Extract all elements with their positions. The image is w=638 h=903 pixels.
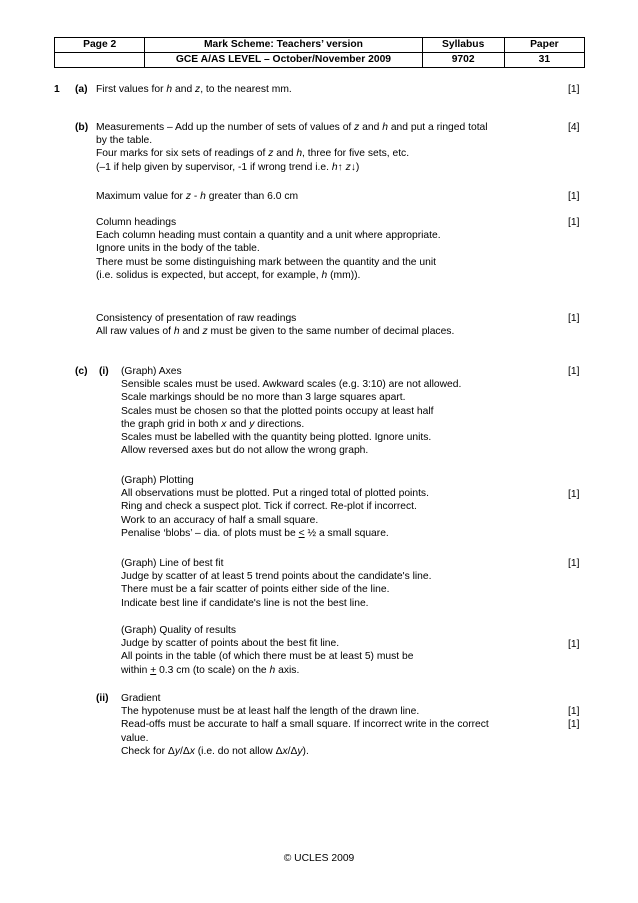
axes-line: (Graph) Axes: [121, 366, 182, 377]
part-b-line: Measurements – Add up the number of sets of values of z and h and put a ringed total: [96, 122, 488, 133]
gradient-mark-1: [1]: [568, 706, 580, 717]
axes-mark: [1]: [568, 366, 580, 377]
plotting-mark: [1]: [568, 489, 580, 500]
plotting-line: Penalise ‘blobs’ – dia. of plots must be < ½ a small square.: [121, 527, 389, 539]
axes-line: Scales must be labelled with the quantity being plotted. Ignore units.: [121, 432, 432, 444]
gradient-line: Gradient: [121, 693, 161, 704]
part-a-mark: [1]: [568, 84, 580, 95]
header-syllabus-label: Syllabus: [422, 38, 504, 53]
part-a-label: (a): [75, 84, 88, 95]
footer-copyright: © UCLES 2009: [283, 853, 355, 864]
header-table: [54, 37, 585, 68]
part-c-label: (c): [75, 366, 88, 377]
quality-line: Judge by scatter of points about the best fit line.: [121, 638, 340, 650]
column-line: Each column heading must contain a quantity and a unit where appropriate.: [96, 230, 441, 242]
best-fit-mark: [1]: [568, 558, 580, 569]
part-b-line: Four marks for six sets of readings of z and h, three for five sets, etc.: [96, 148, 410, 160]
consistency-line: Consistency of presentation of raw readings: [96, 313, 297, 324]
gradient-line: Read-offs must be accurate to half a small square. If incorrect write in the correct: [121, 719, 489, 731]
part-b-label: (b): [75, 122, 89, 133]
axes-line: Sensible scales must be used. Awkward scales (e.g. 3:10) are not allowed.: [121, 379, 462, 391]
consistency-mark: [1]: [568, 313, 580, 324]
max-value-mark: [1]: [568, 191, 580, 202]
best-fit-line: (Graph) Line of best fit: [121, 558, 224, 569]
gradient-line: Check for Δy/Δx (i.e. do not allow Δx/Δy).: [121, 745, 309, 757]
part-b-text: [96, 121, 488, 174]
plotting-line: Work to an accuracy of half a small square.: [121, 514, 319, 526]
part-cii-label: (ii): [96, 693, 109, 704]
axes-text: [121, 365, 461, 457]
column-headings-mark: [1]: [568, 217, 580, 228]
part-b-mark: [4]: [568, 122, 580, 133]
best-fit-text: [121, 557, 432, 610]
column-line: There must be some distinguishing mark between the quantity and the unit: [96, 256, 436, 268]
gradient-text: [121, 692, 489, 758]
max-value-text: Maximum value for z - h greater than 6.0 cm: [96, 191, 299, 202]
plotting-line: (Graph) Plotting: [121, 475, 194, 486]
consistency-text: [96, 312, 454, 338]
axes-line: Scale markings should be no more than 3 large squares apart.: [121, 392, 406, 404]
gradient-line: value.: [121, 732, 149, 744]
best-fit-line: Indicate best line if candidate's line is not the best line.: [121, 597, 369, 609]
header-paper-value: 31: [504, 53, 584, 68]
header-syllabus-value: 9702: [422, 53, 504, 68]
consistency-line: All raw values of h and z must be given to the same number of decimal places.: [96, 326, 455, 338]
plotting-line: All observations must be plotted. Put a ringed total of plotted points.: [121, 488, 429, 500]
quality-text: [121, 624, 413, 677]
question-number: 1: [54, 84, 60, 95]
gradient-line: The hypotenuse must be at least half the length of the drawn line.: [121, 706, 420, 718]
plotting-text: [121, 474, 429, 540]
header-title1: Mark Scheme: Teachers’ version: [145, 38, 422, 53]
header-title2: GCE A/AS LEVEL – October/November 2009: [145, 53, 422, 68]
column-line: Ignore units in the body of the table.: [96, 243, 260, 255]
column-line: Column headings: [96, 217, 177, 228]
part-a-text: First values for h and z, to the nearest mm.: [96, 84, 292, 95]
quality-mark: [1]: [568, 639, 580, 650]
quality-line: All points in the table (of which there must be at least 5) must be: [121, 651, 414, 663]
best-fit-line: Judge by scatter of at least 5 trend points about the candidate's line.: [121, 571, 432, 583]
header-empty: [55, 53, 145, 68]
best-fit-line: There must be a fair scatter of points either side of the line.: [121, 584, 390, 596]
axes-line: the graph grid in both x and y directions.: [121, 418, 305, 430]
plotting-line: Ring and check a suspect plot. Tick if correct. Re-plot if incorrect.: [121, 501, 417, 513]
gradient-mark-2: [1]: [568, 719, 580, 730]
part-b-line: (–1 if help given by supervisor, -1 if wrong trend i.e. h↑ z↓): [96, 161, 360, 173]
part-b-line: by the table.: [96, 135, 153, 147]
quality-line: (Graph) Quality of results: [121, 625, 237, 636]
column-headings-text: [96, 216, 441, 282]
column-line: (i.e. solidus is expected, but accept, for example, h (mm)).: [96, 269, 361, 281]
header-paper-label: Paper: [504, 38, 584, 53]
part-ci-label: (i): [99, 366, 109, 377]
header-page: Page 2: [55, 38, 145, 53]
axes-line: Scales must be chosen so that the plotted points occupy at least half: [121, 405, 434, 417]
quality-line: within + 0.3 cm (to scale) on the h axis.: [121, 664, 300, 676]
axes-line: Allow reversed axes but do not allow the wrong graph.: [121, 445, 369, 457]
